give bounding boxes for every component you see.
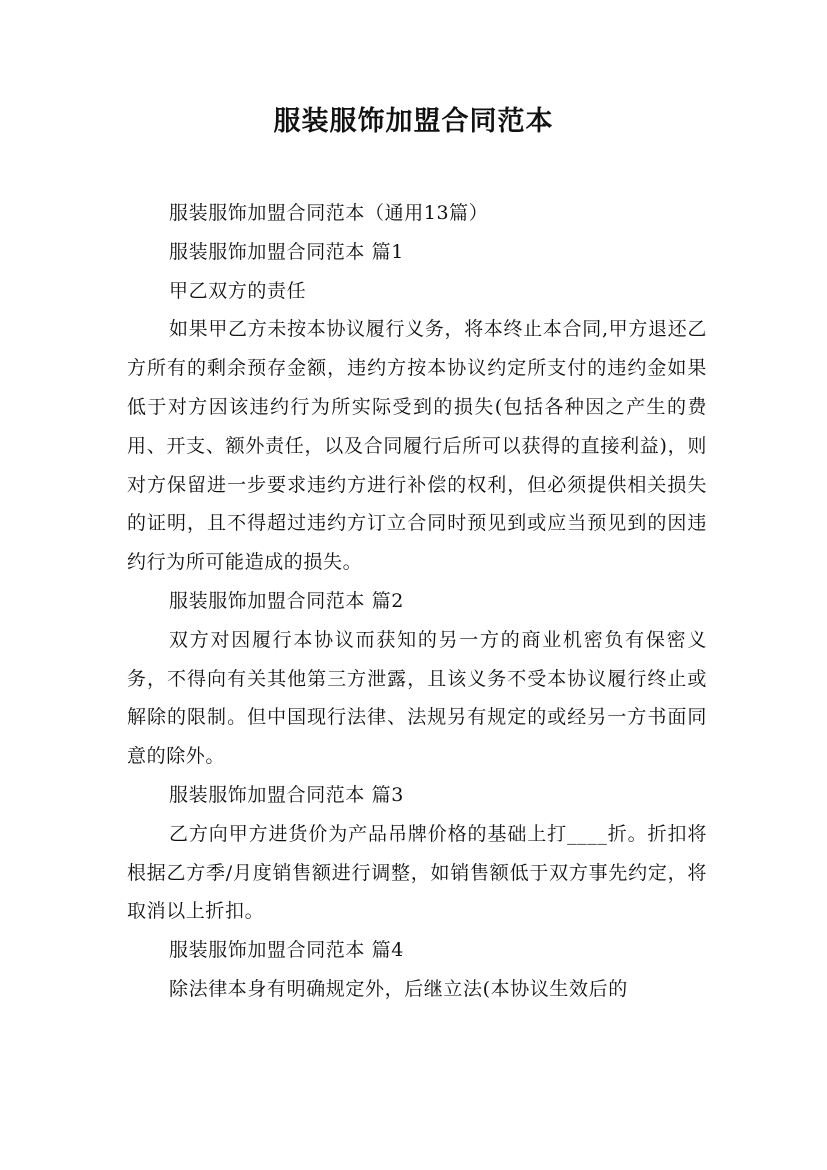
section-heading-3: 服装服饰加盟合同范本 篇3	[169, 783, 404, 806]
document-title: 服装服饰加盟合同范本	[273, 106, 554, 137]
paragraph-confidentiality: 双方对因履行本协议而获知的另一方的商业机密负有保密义务，不得向有关其他第三方泄露，且该义务不受本协议履行终止或解除的限制。但中国现行法律、法规另有规定的或经另一方书面同意的除外。	[127, 628, 707, 768]
document-body	[127, 194, 707, 1009]
subheading-responsibilities: 甲乙双方的责任	[169, 279, 307, 302]
paragraph-pricing-discount: 乙方向甲方进货价为产品吊牌价格的基础上打____折。折扣将根据乙方季/月度销售额进行调整，如销售额低于双方事先约定，将取消以上折扣。	[127, 822, 707, 923]
section-heading-2: 服装服饰加盟合同范本 篇2	[169, 589, 404, 612]
section-heading-1: 服装服饰加盟合同范本 篇1	[169, 240, 404, 263]
heading-collection: 服装服饰加盟合同范本（通用13篇）	[169, 202, 489, 224]
paragraph-legislation: 除法律本身有明确规定外，后继立法(本协议生效后的	[169, 977, 628, 1000]
paragraph-breach-liability: 如果甲乙方未按本协议履行义务，将本终止本合同,甲方退还乙方所有的剩余预存金额，违约方按本协议约定所支付的违约金如果低于对方因该违约行为所实际受到的损失(包括各种因之产生的费用、开支、额外责任，以及合同履行后所可以获得的直接利益)，则对方保留进一步要求违约方进行补偿的权利，但必须提供相关损失的证明，且不得超过违约方订立合同时预见到或应当预见到的因违约行为所可能造成的损失。	[127, 318, 707, 574]
section-heading-4: 服装服饰加盟合同范本 篇4	[169, 939, 404, 962]
